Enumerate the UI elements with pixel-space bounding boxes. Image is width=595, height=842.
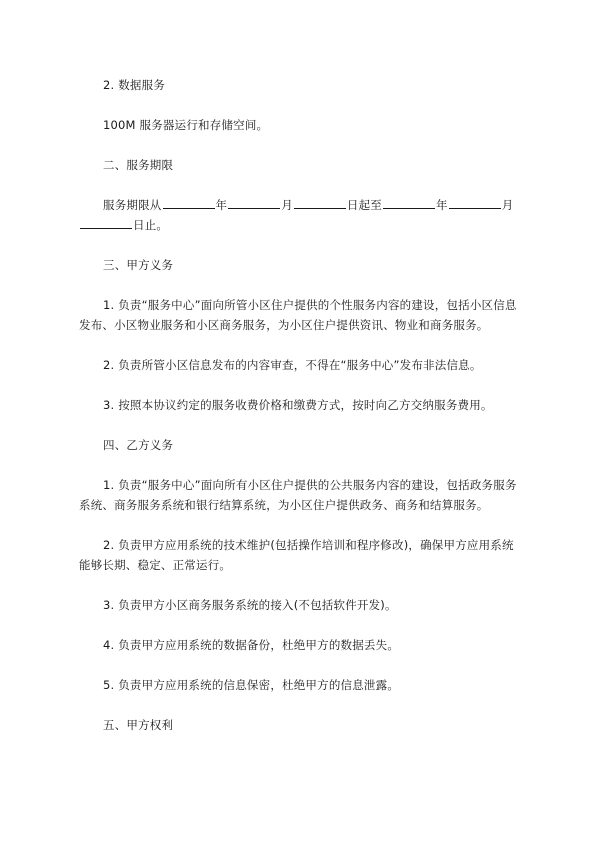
section-4-item-1-line-2: 系统、商务服务系统和银行结算系统，为小区住户提供政务、商务和结算服务。 bbox=[79, 498, 489, 512]
section-3-item-2: 2. 负责所管小区信息发布的内容审查，不得在“服务中心”发布非法信息。 bbox=[103, 358, 482, 372]
month-blank bbox=[228, 197, 280, 209]
section-3-item-3: 3. 按照本协议约定的服务收费价格和缴费方式，按时向乙方交纳服务费用。 bbox=[103, 398, 493, 412]
period-end: 日止。 bbox=[133, 218, 169, 232]
section-3-item-1-line-1: 1. 负责“服务中心”面向所管小区住户提供的个性服务内容的建设，包括小区信息 bbox=[103, 298, 517, 312]
period-start-end: 日起至 bbox=[346, 198, 383, 212]
year-blank bbox=[163, 197, 215, 209]
section-3-heading: 三、甲方义务 bbox=[103, 258, 174, 272]
section-5-heading: 五、甲方权利 bbox=[103, 718, 174, 732]
month2-blank bbox=[449, 197, 501, 209]
period-year2: 年 bbox=[436, 198, 448, 212]
period-year: 年 bbox=[215, 198, 228, 212]
service-period-line-2 bbox=[79, 217, 519, 233]
data-service-text: 100M 服务器运行和存储空间。 bbox=[103, 118, 269, 132]
service-period-line-1 bbox=[103, 197, 543, 213]
day2-blank bbox=[80, 217, 132, 229]
year2-blank bbox=[383, 197, 435, 209]
period-month2: 月 bbox=[501, 198, 514, 212]
section-3-item-1-line-2: 发布、小区物业服务和小区商务服务，为小区住户提供资讯、物业和商务服务。 bbox=[79, 318, 489, 332]
section-4-item-2-line-2: 能够长期、稳定、正常运行。 bbox=[79, 558, 232, 572]
section-4-item-5: 5. 负责甲方应用系统的信息保密，杜绝甲方的信息泄露。 bbox=[103, 678, 400, 692]
section-2-heading: 二、服务期限 bbox=[103, 158, 174, 172]
section-4-heading: 四、乙方义务 bbox=[103, 438, 174, 452]
section-4-item-1-line-1: 1. 负责“服务中心”面向所有小区住户提供的公共服务内容的建设，包括政务服务 bbox=[103, 478, 517, 492]
period-month: 月 bbox=[281, 198, 293, 212]
day-blank bbox=[294, 197, 346, 209]
section-4-item-2-line-1: 2. 负责甲方应用系统的技术维护(包括操作培训和程序修改)，确保甲方应用系统 bbox=[103, 538, 514, 552]
section-4-item-3: 3. 负责甲方小区商务服务系统的接入(不包括软件开发)。 bbox=[103, 598, 397, 612]
period-prefix: 服务期限从 bbox=[103, 198, 162, 212]
section-4-item-4: 4. 负责甲方应用系统的数据备份，杜绝甲方的数据丢失。 bbox=[103, 638, 400, 652]
data-service-heading: 2. 数据服务 bbox=[103, 78, 166, 92]
